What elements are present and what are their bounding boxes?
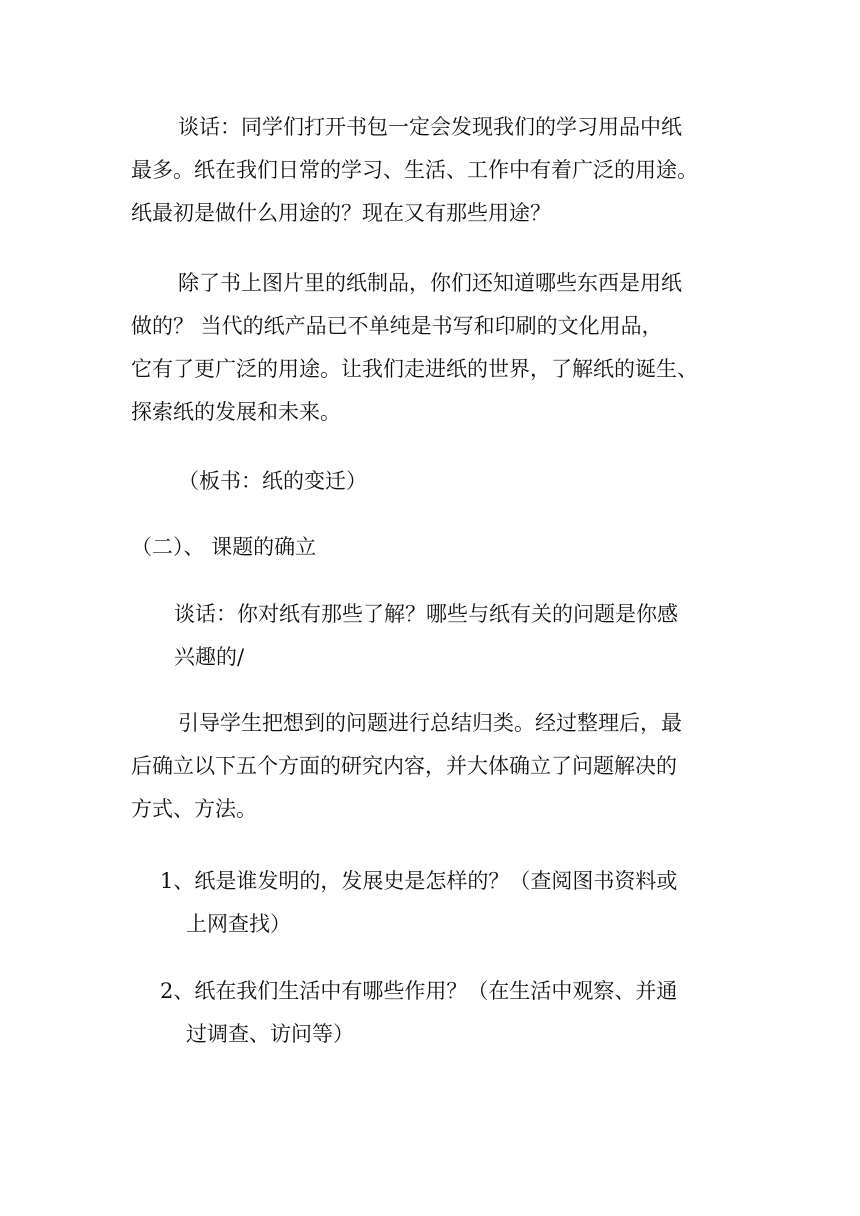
text-line: 谈话：你对纸有那些了解？哪些与纸有关的问题是你感 xyxy=(174,602,678,626)
text-line: 它有了更广泛的用途。让我们走进纸的世界，了解纸的诞生、 xyxy=(131,357,698,381)
text-line: 引导学生把想到的问题进行总结归类。经过整理后，最 xyxy=(178,711,682,735)
talk-paragraph-2 xyxy=(174,593,678,679)
board-note xyxy=(178,460,367,503)
list-item-2 xyxy=(160,970,677,1056)
text-line: 2、纸在我们生活中有哪些作用？（在生活中观察、并通 xyxy=(160,979,678,1003)
text-line: 谈话：同学们打开书包一定会发现我们的学习用品中纸 xyxy=(178,115,682,139)
text-line: 探索纸的发展和未来。 xyxy=(131,400,341,424)
guide-paragraph xyxy=(131,702,682,831)
section-heading xyxy=(131,526,316,569)
text-line: 上网查找） xyxy=(186,912,291,936)
talk-paragraph-1 xyxy=(131,106,698,235)
text-line: 1、纸是谁发明的，发展史是怎样的？（查阅图书资料或 xyxy=(160,869,678,893)
text-line: （板书：纸的变迁） xyxy=(178,469,367,493)
paper-products-paragraph xyxy=(131,262,698,434)
list-item-1 xyxy=(160,860,677,946)
text-line: 方式、方法。 xyxy=(131,797,257,821)
text-line: 除了书上图片里的纸制品，你们还知道哪些东西是用纸 xyxy=(178,271,682,295)
text-line: （二）、 课题的确立 xyxy=(131,535,317,559)
text-line: 兴趣的/ xyxy=(174,645,245,669)
text-line: 做的？ 当代的纸产品已不单纯是书写和印刷的文化用品， xyxy=(131,314,663,338)
text-line: 纸最初是做什么用途的？现在又有那些用途？ xyxy=(131,201,551,225)
text-line: 过调查、访问等） xyxy=(186,1022,354,1046)
text-line: 后确立以下五个方面的研究内容，并大体确立了问题解决的 xyxy=(131,754,677,778)
text-line: 最多。纸在我们日常的学习、生活、工作中有着广泛的用途。 xyxy=(131,158,698,182)
